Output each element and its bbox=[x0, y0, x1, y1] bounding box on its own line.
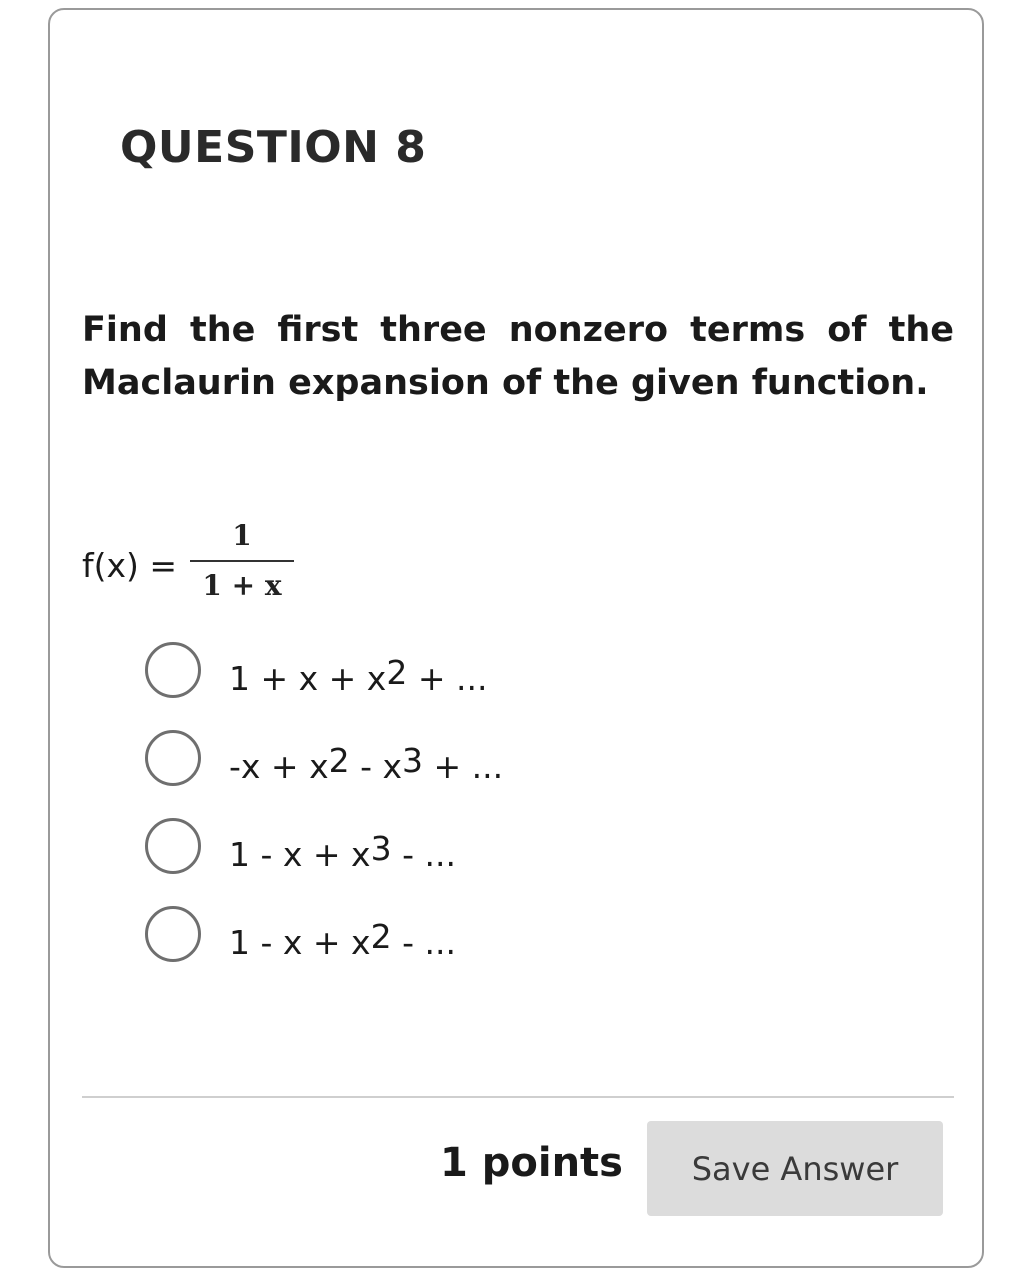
answer-option-2[interactable] bbox=[145, 726, 645, 790]
radio-button[interactable] bbox=[145, 906, 201, 962]
question-prompt: Find the first three nonzero terms of the Maclaurin expansion of the given function. bbox=[82, 310, 954, 403]
answer-option-1[interactable] bbox=[145, 638, 645, 702]
fraction-numerator: 1 bbox=[232, 519, 252, 552]
points-label: 1 points bbox=[440, 1140, 623, 1186]
function-label: f(x) = bbox=[82, 546, 178, 585]
radio-button[interactable] bbox=[145, 730, 201, 786]
fraction-bar bbox=[190, 560, 294, 562]
radio-button[interactable] bbox=[145, 818, 201, 874]
question-title: QUESTION 8 bbox=[120, 122, 427, 173]
radio-button[interactable] bbox=[145, 642, 201, 698]
answer-option-4[interactable] bbox=[145, 902, 645, 966]
save-answer-button[interactable]: Save Answer bbox=[647, 1121, 943, 1216]
function-fraction-image bbox=[190, 516, 294, 604]
answer-option-text: $1 + x + x^2$ + ... bbox=[229, 652, 488, 698]
answer-option-text: $1 - x + x^3$ - ... bbox=[229, 828, 456, 874]
answer-option-3[interactable] bbox=[145, 814, 645, 878]
answer-option-text: $1 - x + x^2$ - ... bbox=[229, 916, 456, 962]
answer-option-text: $-x + x^2 - x^3$ + ... bbox=[229, 740, 504, 786]
fraction-denominator: 1 + x bbox=[202, 569, 282, 602]
footer-divider bbox=[82, 1096, 954, 1098]
